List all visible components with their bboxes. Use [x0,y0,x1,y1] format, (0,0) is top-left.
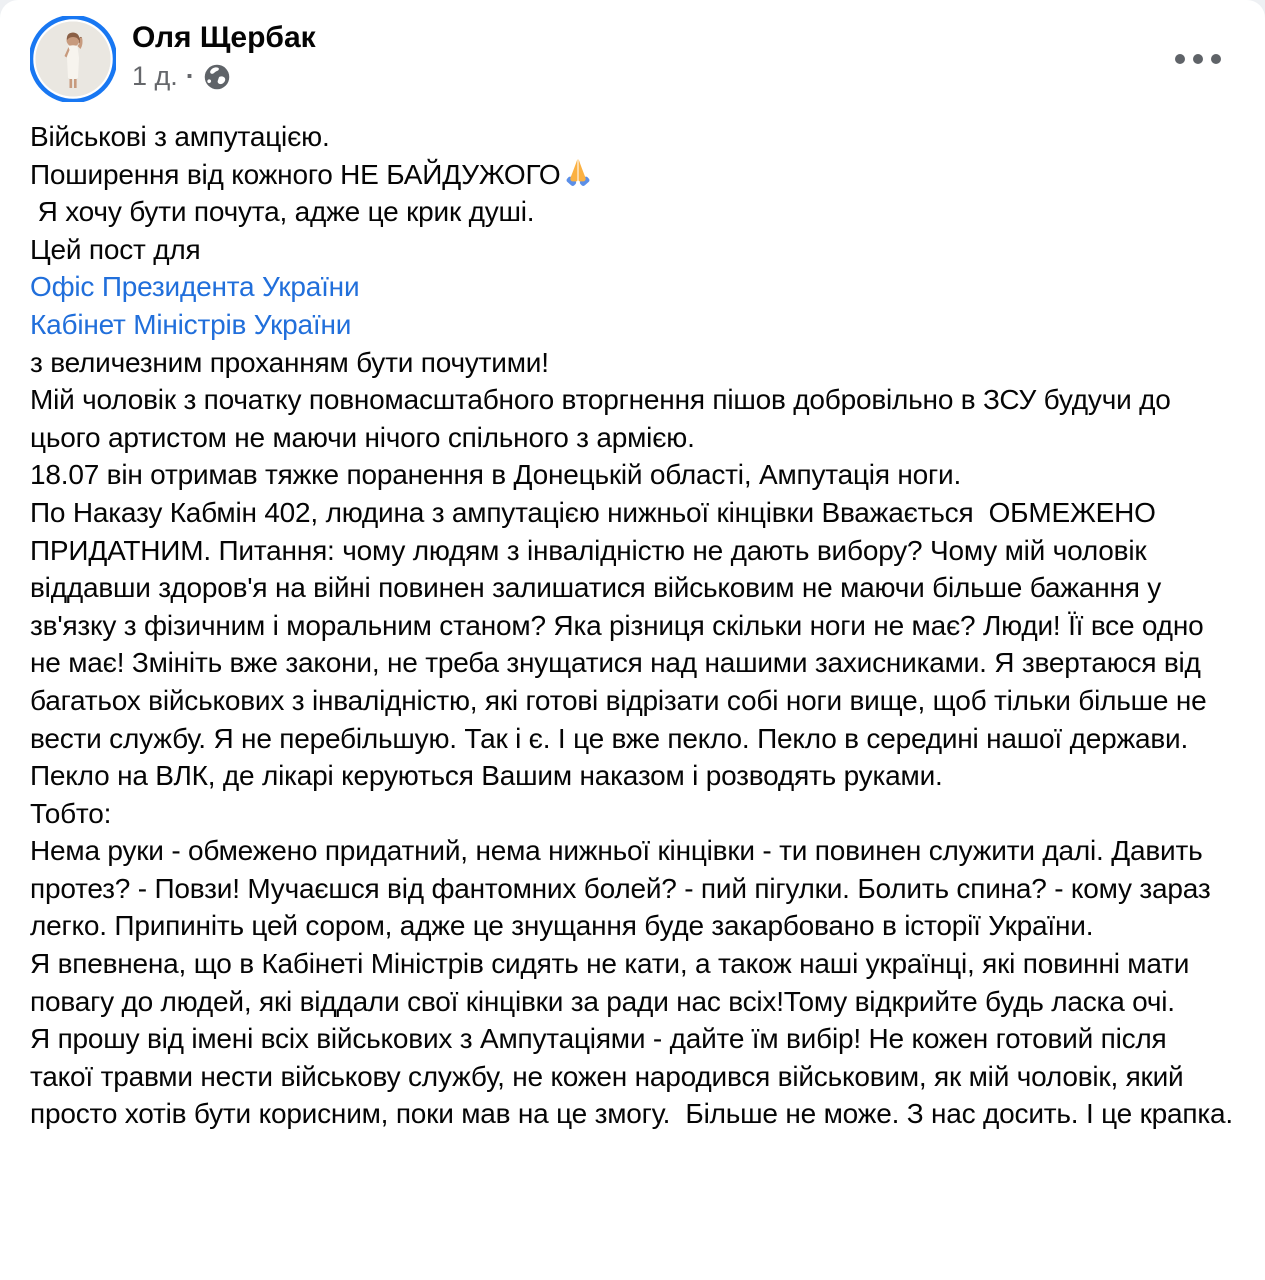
post-paragraph: Мій чоловік з початку повномасштабного вторгнення пішов добровільно в ЗСУ будучи до цього артистом не маючи нічого спільного з армією. [30,384,1179,453]
author-name[interactable]: Оля Щербак [132,21,316,54]
post-paragraph: Нема руки - обмежено придатний, нема нижньої кінцівки - ти повинен служити далі. Давить протез? - Повзи! Мучаєшся від фантомних болей? - пий пігулки. Болить спина? - кому зараз легко. Припиніть цей сором, адже це знущання буде закарбовано в історії України. [30,835,1219,942]
post-paragraph: Цей пост для [30,233,201,265]
meta-separator: · [185,61,195,91]
post-paragraph-text: Поширення від кожного НЕ БАЙДУЖОГО [30,158,561,190]
avatar-photo [35,21,111,97]
post-paragraph: По Наказу Кабмін 402, людина з ампутацією нижньої кінцівки Вважається ОБМЕЖЕНО ПРИДАТНИМ. Питання: чому людям з інвалідністю не дають вибору? Чому мій чоловік віддавши здоров'я на війні повинен залишатися військовим не маючи більше бажання у зв'язку з фізичним і моральним станом? Яка різниця скільки ноги не має? Люди! Її все одно не має! Змініть вже закони, не треба знущатися над нашими захисниками. Я звертаюся від багатьох військових з інвалідністю, які готові відрізати собі ноги вище, щоб тільки більше не вести службу. Я не перебільшую. Так і є. І це вже пекло. Пекло в середині нашої держави. Пекло на ВЛК, де лікарі керуються Вашим наказом і розводять руками. [30,496,1215,792]
post-paragraph: з величезним проханням бути почутими! [30,346,549,378]
folded-hands-emoji [562,156,594,188]
timestamp[interactable]: 1 д. [132,61,178,91]
post-paragraph [30,156,1235,194]
mention-link[interactable]: Офіс Президента України [30,271,360,303]
globe-icon [203,63,231,91]
mention-link-office-of-president[interactable] [30,268,1235,306]
post-meta [132,63,316,91]
author-block [132,16,316,91]
ellipsis-icon [1175,54,1185,64]
ellipsis-icon [1193,54,1203,64]
post-paragraph: Я прошу від імені всіх військових з Ампутаціями - дайте їм вибір! Не кожен готовий після такої травми нести військову службу, не кожен народився військовим, як мій чоловік, який просто хотів бути корисним, поки мав на це змогу. Більше не може. З нас досить. І це крапка. [30,1023,1233,1130]
mention-link[interactable]: Кабінет Міністрів України [30,308,352,340]
post-options-button[interactable] [1165,44,1231,74]
mention-link-cabinet-of-ministers[interactable] [30,306,1235,344]
post-paragraph: Військові з ампутацією. [30,121,330,152]
post-paragraph: Я впевнена, що в Кабінеті Міністрів сидять не кати, а також наші українці, які повинні мати повагу до людей, які віддали свої кінцівки за ради нас всіх!Тому відкрийте будь ласка очі. [30,948,1197,1017]
ellipsis-icon [1211,54,1221,64]
avatar-story-ring [30,16,116,102]
post-paragraph: Тобто: [30,797,112,829]
post-paragraph: Я хочу бути почута, адже це крик душі. [30,196,535,228]
post-body [30,118,1235,1133]
post-paragraph: 18.07 він отримав тяжке поранення в Донецькій області, Ампутація ноги. [30,459,962,491]
post-header [30,16,1235,102]
avatar[interactable] [30,16,116,102]
